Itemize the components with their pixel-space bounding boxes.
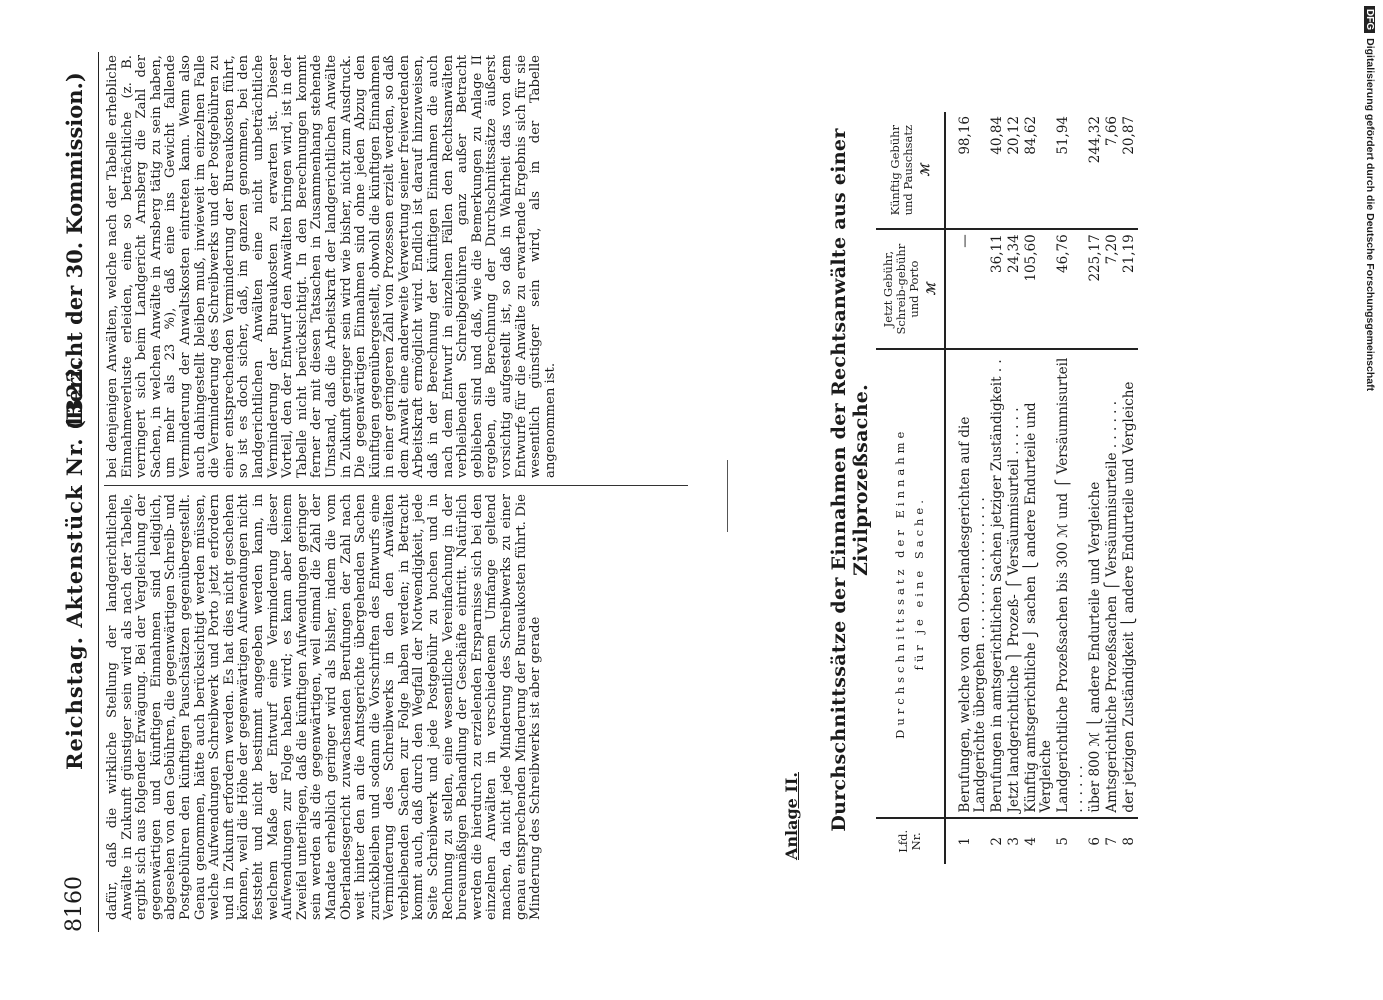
table-row xyxy=(1023,112,1055,864)
row-current: 36,11 xyxy=(989,229,1006,349)
row-future: 51,94 xyxy=(1055,116,1071,155)
table-row xyxy=(1087,112,1104,864)
currency-unit: ℳ xyxy=(924,282,938,296)
row-current: 24,34 xyxy=(1006,229,1023,349)
dfg-credit-text: Digitalisierung gefördert durch die Deutsche Forschungsgemeinschaft xyxy=(1364,38,1376,392)
row-current: 46,76 xyxy=(1055,229,1087,349)
left-column-text: dafür, daß die wirkliche Stellung der landgerichtlichen Anwälte in Zukunft günstiger sein wird als nach der Tabelle, ergibt sich aus folgender Erwägung. Bei der Vergleichung der gegenwärtigen und künftigen Einnahmen sind lediglich, abgesehen von den Gebühren, die gegenwärtigen Schreib- und Postgebühren den künftigen Pauschsätzen gegenübergestellt. Genau genommen, hätte auch berücksichtigt werden müssen, welche Aufwendungen Schreibwerk und Porto jetzt erfordern und in Zukunft erfordern werden. Es hat dies nicht geschehen können, weil die Höhe der gegenwärtigen Aufwendungen nicht feststeht und nicht bestimmt angegeben werden kann, in welchem Maße der Entwurf eine Verminderung dieser Aufwendungen zur Folge haben wird; es kann aber keinem Zweifel unterliegen, daß die künftigen Aufwendungen geringer sein werden als die gegenwärtigen, weil einmal die Zahl der Mandate erheblich geringer wird als bisher, indem die vom Oberlandesgericht zuwachsenden Berufungen der Zahl nach weit hinter den an die Amtsgerichte übergehenden Sachen zurückbleiben und sodann die Vorschriften des Entwurfs eine Verminderung des Schreibwerks in den den Anwälten verbleibenden Sachen zur Folge haben werden; in Betracht kommt auch, daß durch den Wegfall der Notwendigkeit, jede Seite Schreibwerk und jede Postgebühr zu buchen und in Rechnung zu stellen, eine wesentliche Vereinfachung in der bureaumäßigen Behandlung der Geschäfte eintritt. Natürlich werden die hierdurch zu erzielenden Ersparnisse sich bei den einzelnen Anwälten in verschiedenem Umfange geltend machen, da nicht jede Minderung des Schreibwerks zu einer genau entsprechenden Minderung der Bureaukosten führt. Die Minderung des Schreibwerks ist aber gerade xyxy=(105,494,544,920)
section-divider xyxy=(727,460,728,532)
page-number: 8160 xyxy=(62,876,87,932)
row-description: Amtsgerichtliche Prozeßsachen ⎧ Versäumnisurteile . . . . . . xyxy=(1104,349,1121,818)
row-description: über 800 ℳ ⎩ andere Endurteile und Vergleiche xyxy=(1087,349,1104,818)
currency-unit: ℳ xyxy=(917,164,932,177)
row-nr: 4 xyxy=(1023,818,1055,864)
header-future-fee xyxy=(876,112,945,229)
row-current: 225,17 xyxy=(1087,229,1104,349)
right-column-text: bei denjenigen Anwälten, welche nach der Tabelle erhebliche Einnahmeverluste erleiden, eine so beträchtliche (z. B. verringert sich beim Landgericht Arnsberg die Zahl der Sachen, in welchen Anwälte in Arnsberg tätig zu sein haben, um mehr als 23 %), daß eine ins Gewicht fallende Verminderung der Anwaltskosten eintreten kann. Wenn also auch dahingestellt bleiben muß, inwieweit im einzelnen Falle die Verminderung des Schreibwerks und der Postgebühren zu einer entsprechenden Verminderung der Bureaukosten führt, so ist es doch sicher, daß, im ganzen genommen, bei den landgerichtlichen Anwälten eine nicht unbeträchtliche Verminderung der Bureaukosten zu erwarten ist. Dieser Vorteil, den der Entwurf den Anwälten bringen wird, ist in der Tabelle nicht berücksichtigt. In den Berechnungen kommt ferner der mit diesen Tatsachen in Zusammenhang stehende Umstand, daß die Arbeitskraft der landgerichtlichen Anwälte in Zukunft geringer sein wird wie bisher, nicht zum Ausdruck. Die gegenwärtigen Einnahmen sind ohne jeden Abzug den künftigen gegenübergestellt, obwohl die künftigen Einnahmen in einer geringeren Zahl von Prozessen erzielt werden, so daß dem Anwalt eine anderweite Verwertung seiner freiwerdenden Arbeitskraft ermöglicht wird. Endlich ist darauf hinzuweisen, daß in der Berechnung der künftigen Einnahmen die auch nach dem Entwurf in einzelnen Fällen den Rechtsanwälten verbleibenden Schreibgebühren ganz außer Betracht geblieben sind und daß, wie die Bemerkungen zu Anlage II ergeben, die Berechnung der Durchschnittssätze äußerst vorsichtig aufgestellt ist, so daß in Wahrheit das von dem Entwurfe für die Anwälte zu erwartende Ergebnis sich für sie wesentlich günstiger sein wird, als in der Tabelle angenommen ist. xyxy=(105,55,558,478)
row-description: Künftig amtsgerichtliche ⎭ sachen ⎩ andere Endurteile und Vergleiche xyxy=(1023,349,1055,818)
annex-label: Anlage II. xyxy=(782,772,801,860)
text-column-right xyxy=(106,55,558,478)
header-rule xyxy=(98,52,99,932)
row-nr: 6 xyxy=(1087,818,1104,864)
row-nr: 1 xyxy=(945,818,989,864)
table-row xyxy=(989,112,1006,864)
table-row xyxy=(1104,112,1121,864)
header-nr: Lfd. Nr. xyxy=(876,818,945,864)
header-current-fee xyxy=(876,229,945,349)
row-current: 21,19 xyxy=(1121,229,1138,349)
header-title: Reichstag. Aktenstück Nr. 1322. xyxy=(62,358,87,770)
row-nr: 2 xyxy=(989,818,1006,864)
header-desc-line2: für je eine Sache. xyxy=(912,496,926,671)
row-future: 84,62 xyxy=(1023,116,1039,155)
annex-title: Durchschnittssätze der Einnahmen der Rechtsanwälte aus einer Zivilprozeßsache. xyxy=(828,128,872,832)
table-row xyxy=(945,112,989,864)
row-future: 7,66 xyxy=(1104,116,1120,147)
header-future-fee-label: Künftig Gebühr und Pauschsatz xyxy=(887,124,915,216)
table-row xyxy=(1121,112,1138,864)
row-nr: 8 xyxy=(1121,818,1138,864)
header-subtitle: (Bericht der 30. Kommission.) xyxy=(62,72,87,430)
row-current: 7,20 xyxy=(1104,229,1121,349)
text-column-left xyxy=(106,494,544,920)
header-current-fee-label: Jetzt Gebühr, Schreib-gebühr und Porto xyxy=(881,243,921,335)
header-description xyxy=(876,349,945,818)
fees-table xyxy=(876,112,1138,864)
header-desc-line1: Durchschnittssatz der Einnahme xyxy=(893,427,907,739)
row-description: Berufungen in amtsgerichtlichen Sachen jetziger Zuständigkeit . . xyxy=(989,349,1006,818)
row-nr: 7 xyxy=(1104,818,1121,864)
dfg-logo: DFG xyxy=(1364,6,1375,33)
row-description: der jetzigen Zuständigkeit ⎩ andere Endurteile und Vergleiche xyxy=(1121,349,1138,818)
row-current: 105,60 xyxy=(1023,229,1055,349)
column-divider xyxy=(104,485,688,486)
row-future: 40,84 xyxy=(989,116,1005,155)
row-description: Jetzt landgerichtliche ⎫ Prozeß- ⎧ Versäumnisurteil . . . . . . xyxy=(1006,349,1023,818)
row-future: 98,16 xyxy=(957,116,973,155)
row-future: 20,12 xyxy=(1006,116,1022,155)
dfg-credit xyxy=(1356,6,1383,996)
table-row xyxy=(1055,112,1087,864)
row-description: Berufungen, welche von den Oberlandesgerichten auf die Landgerichte übergehen . . . . . . . . . . . . . . . . . xyxy=(945,349,989,818)
row-current: — xyxy=(945,229,989,349)
row-future: 244,32 xyxy=(1087,116,1103,164)
row-future: 20,87 xyxy=(1121,116,1137,155)
table-header-row xyxy=(876,112,945,864)
row-description: Landgerichtliche Prozeßsachen bis 300 ℳ und ⎧ Versäumnisurteil . . . . . . xyxy=(1055,349,1087,818)
row-nr: 5 xyxy=(1055,818,1087,864)
table-row xyxy=(1006,112,1023,864)
page-header xyxy=(62,50,92,940)
row-nr: 3 xyxy=(1006,818,1023,864)
